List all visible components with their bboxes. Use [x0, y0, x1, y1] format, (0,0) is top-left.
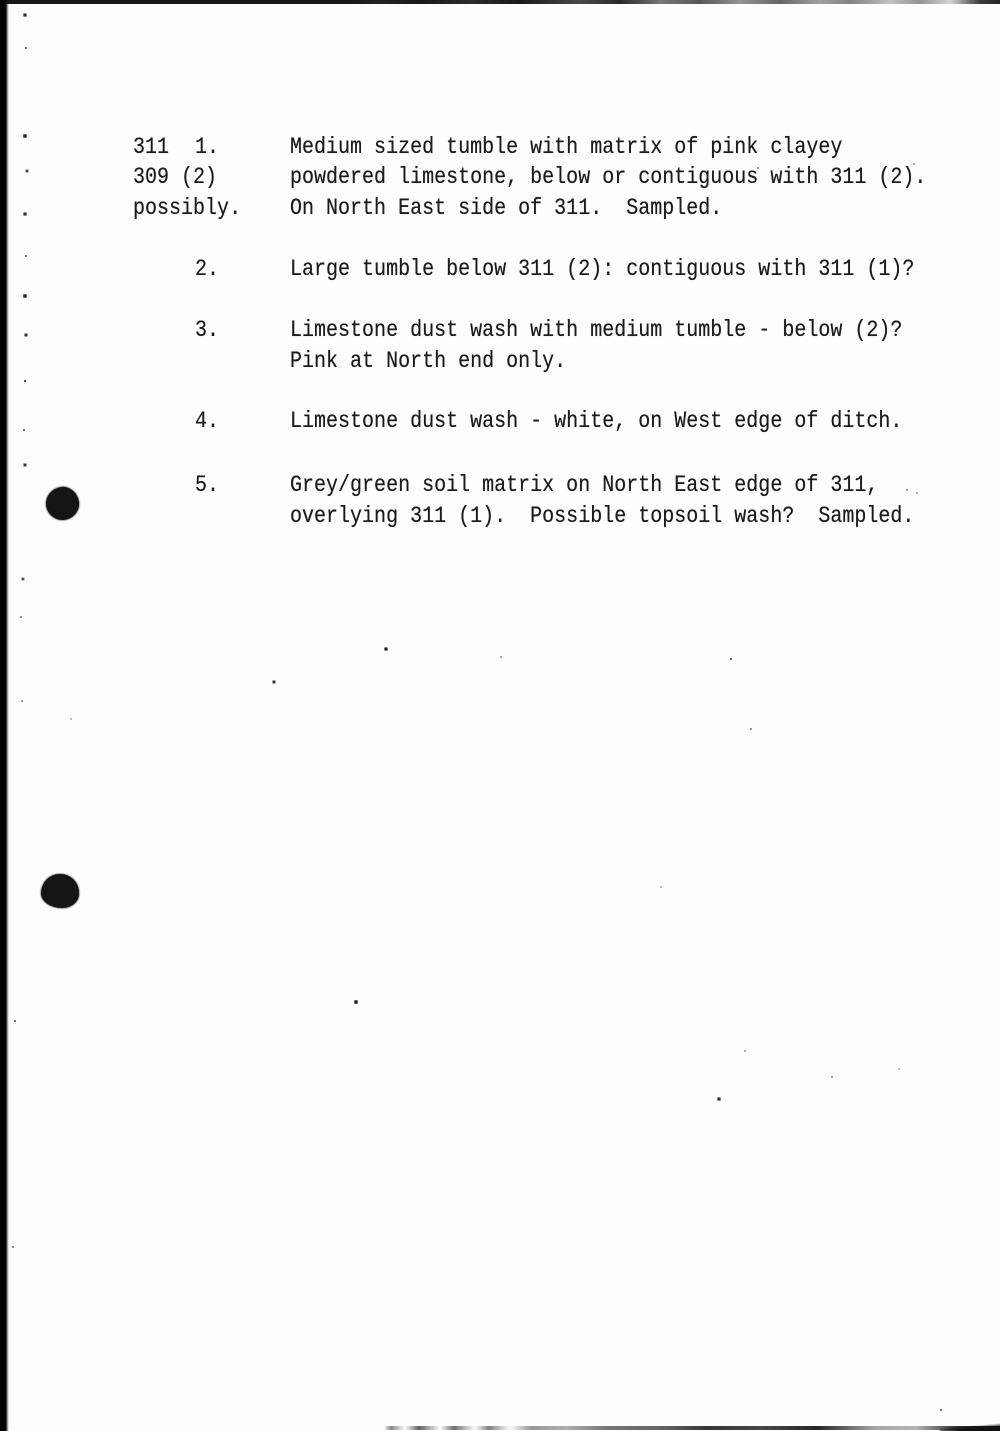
entry-text-line: Medium sized tumble with matrix of pink clayey	[290, 134, 843, 160]
entry-text-line: Pink at North end only.	[290, 348, 567, 374]
scan-edge-bottom-corner	[940, 1423, 1000, 1431]
entry-number: 5.	[195, 472, 220, 498]
punch-hole-mark	[41, 874, 79, 908]
margin-label: 309 (2)	[133, 164, 218, 190]
scan-edge-bottom-smudge	[300, 1426, 1000, 1430]
margin-label: possibly.	[133, 195, 242, 221]
scan-speckles	[0, 0, 2, 2]
entry-number: 1.	[195, 134, 220, 160]
entry-number: 2.	[195, 256, 220, 282]
entry-text-line: Limestone dust wash - white, on West edge of ditch.	[290, 408, 903, 434]
entry-text-line: On North East side of 311. Sampled.	[290, 195, 723, 221]
margin-label: 311	[133, 134, 170, 160]
entry-text-line: Large tumble below 311 (2): contiguous with 311 (1)?	[290, 256, 915, 282]
entry-number: 3.	[195, 317, 220, 343]
entry-text-line: powdered limestone, below or contiguous with 311 (2).	[290, 164, 927, 190]
entry-number: 4.	[195, 408, 220, 434]
scan-edge-left	[0, 0, 9, 1431]
entry-text-line: overlying 311 (1). Possible topsoil wash? Sampled.	[290, 503, 915, 529]
entry-text-line: Grey/green soil matrix on North East edge of 311,	[290, 472, 879, 498]
punch-hole-mark	[44, 485, 81, 522]
entry-text-line: Limestone dust wash with medium tumble - below (2)?	[290, 317, 903, 343]
scan-edge-top	[0, 0, 1000, 4]
